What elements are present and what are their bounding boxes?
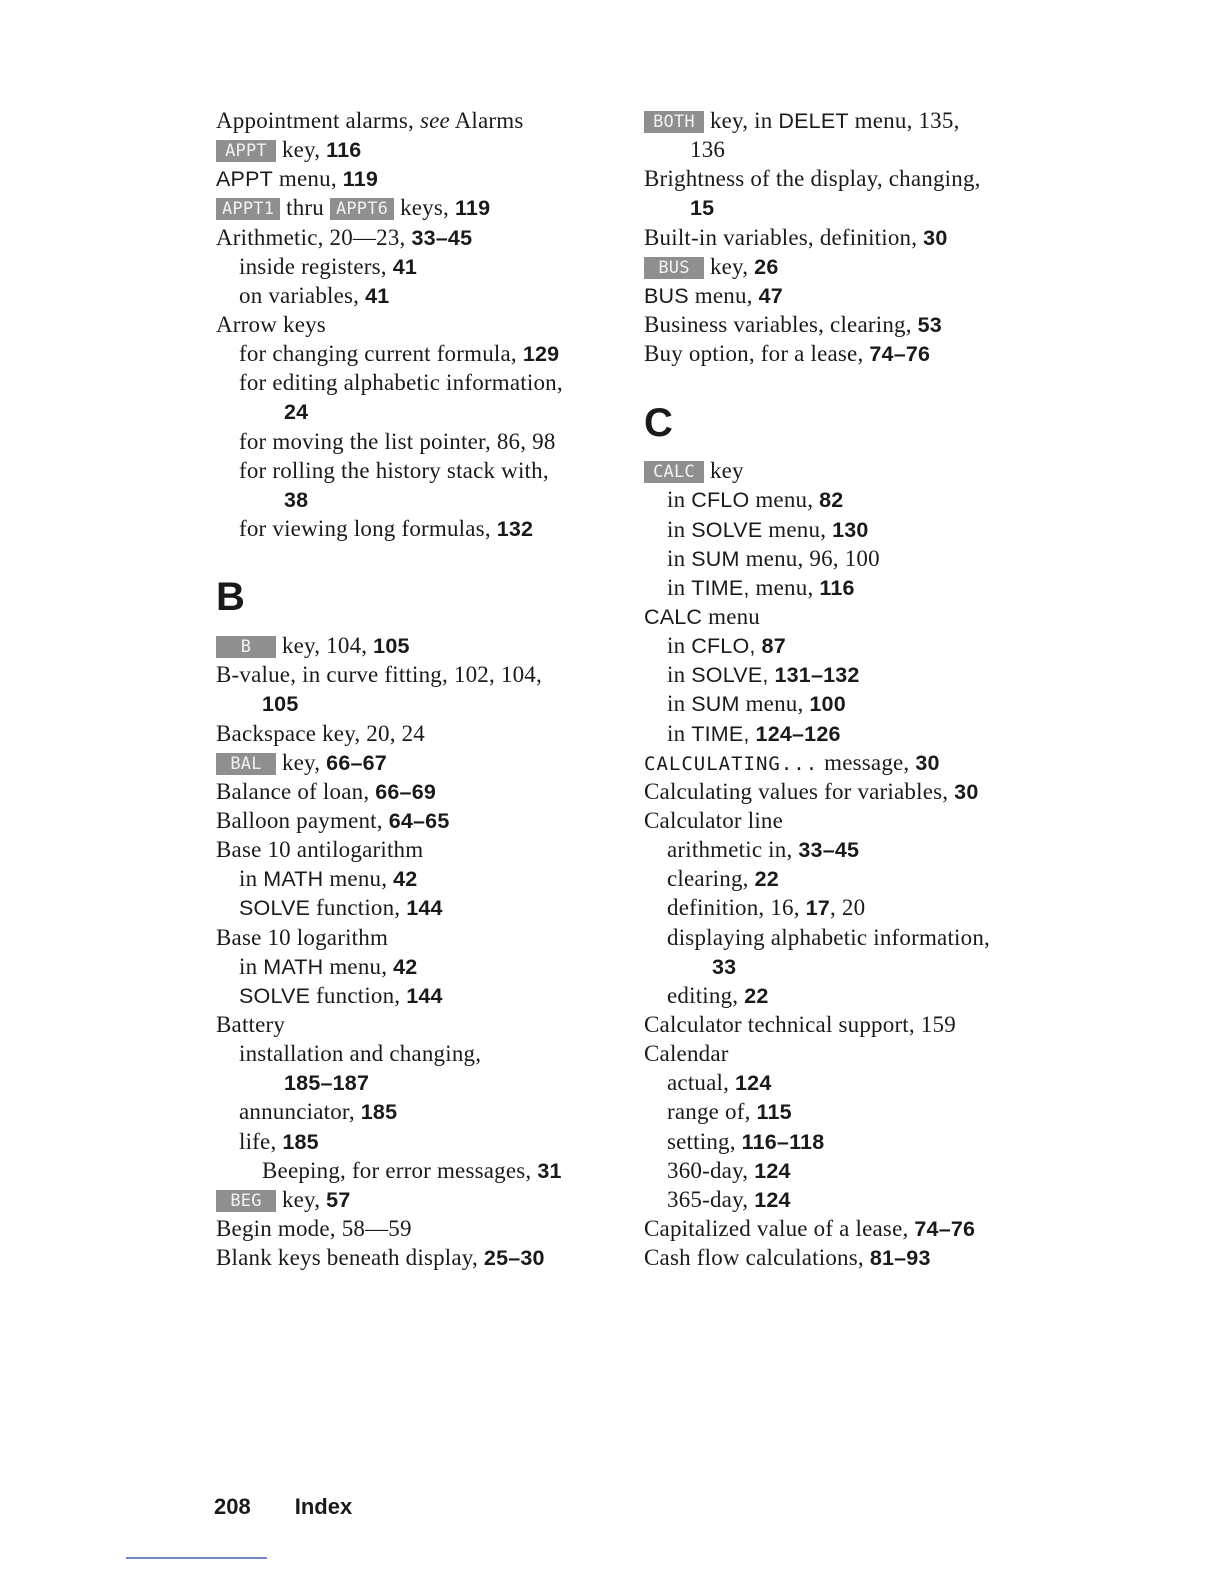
index-entry — [216, 310, 626, 339]
menu-name: TIME, — [691, 721, 750, 746]
menu-name: MATH — [263, 954, 324, 979]
primary-page-ref: 144 — [406, 983, 443, 1008]
entry-text: Backspace key, 20, 24 — [216, 720, 425, 746]
primary-page-ref: 119 — [342, 167, 379, 192]
entry-text: in — [667, 662, 692, 688]
index-entry — [216, 106, 626, 135]
section-heading-b: B — [216, 575, 245, 620]
entry-text: for rolling the history stack with, — [239, 457, 549, 483]
primary-page-ref: 116 — [326, 138, 362, 163]
primary-page-ref: 47 — [758, 283, 783, 308]
primary-page-ref: 53 — [917, 312, 942, 337]
index-entry — [644, 1010, 1054, 1039]
entry-text: 365-day, — [667, 1186, 755, 1212]
index-subentry — [644, 485, 1054, 514]
index-entry — [644, 252, 1054, 281]
primary-page-ref: 185 — [282, 1129, 319, 1154]
menu-name: SUM — [691, 692, 740, 717]
entry-text: Base 10 logarithm — [216, 924, 389, 950]
index-subentry — [216, 981, 626, 1010]
entry-text: life, — [239, 1128, 283, 1154]
entry-text: key, — [276, 1186, 327, 1212]
entry-text: key, 104, — [276, 633, 374, 659]
index-subentry — [644, 981, 1054, 1010]
index-subentry — [644, 631, 1054, 660]
menu-name: CFLO, — [691, 634, 756, 659]
index-subentry — [644, 1185, 1054, 1214]
index-continuation — [216, 397, 626, 426]
index-entry — [216, 835, 626, 864]
entry-text: Buy option, for a lease, — [644, 341, 870, 367]
index-entry — [644, 310, 1054, 339]
primary-page-ref: 42 — [393, 867, 418, 892]
index-subentry — [216, 514, 626, 543]
index-subentry — [216, 368, 626, 397]
index-entry — [216, 719, 626, 748]
entry-text: in — [667, 545, 692, 571]
entry-text: menu, — [688, 282, 759, 308]
primary-page-ref: 42 — [393, 954, 418, 979]
index-subentry — [644, 893, 1054, 922]
primary-page-ref: 31 — [537, 1158, 562, 1183]
entry-text: key, in — [704, 108, 779, 133]
entry-text: Alarms — [449, 108, 524, 133]
primary-page-ref: 22 — [744, 983, 769, 1008]
index-entry — [216, 164, 626, 193]
index-subentry — [644, 544, 1054, 573]
footer-rule — [126, 1557, 267, 1559]
primary-page-ref: 129 — [522, 342, 560, 367]
primary-page-ref: 74–76 — [914, 1216, 976, 1241]
primary-page-ref: 64–65 — [388, 808, 450, 833]
index-continuation — [216, 689, 626, 718]
display-message: CALCULATING... — [644, 752, 819, 775]
entry-text: for changing current formula, — [239, 341, 523, 367]
menu-key-label: BEG — [216, 1190, 276, 1212]
primary-page-ref: 33–45 — [411, 225, 473, 250]
entry-text: menu, — [739, 691, 810, 717]
entry-text: range of, — [667, 1099, 757, 1125]
index-subentry — [216, 864, 626, 893]
entry-text: keys, — [394, 195, 455, 221]
entry-text: message, — [818, 749, 916, 775]
entry-text: 360-day, — [667, 1157, 755, 1183]
menu-key-label: B — [216, 636, 276, 658]
index-subentry — [644, 1127, 1054, 1156]
index-entry — [216, 1185, 626, 1214]
primary-page-ref: 131–132 — [774, 663, 860, 688]
primary-page-ref: 24 — [284, 400, 309, 425]
primary-page-ref: 119 — [454, 196, 491, 221]
entry-text: 136 — [690, 137, 726, 163]
menu-name: DELET — [778, 109, 849, 133]
index-entry — [644, 164, 1054, 193]
primary-page-ref: 116 — [819, 575, 855, 600]
index-subentry — [216, 281, 626, 310]
entry-text: Calculating values for variables, — [644, 778, 955, 804]
entry-text: installation and changing, — [239, 1041, 482, 1067]
entry-text: in — [239, 866, 264, 892]
entry-text: in — [667, 574, 692, 600]
entry-text: function, — [310, 895, 407, 921]
entry-text: key, — [704, 253, 755, 279]
index-entry — [216, 660, 626, 689]
index-subentry — [644, 1097, 1054, 1126]
menu-key-label: APPT1 — [216, 198, 280, 220]
primary-page-ref: 33–45 — [798, 838, 860, 863]
index-subentry — [644, 719, 1054, 748]
entry-text: setting, — [667, 1128, 742, 1154]
section-heading-c: C — [644, 401, 673, 446]
index-subentry — [216, 456, 626, 485]
primary-page-ref: 132 — [496, 516, 534, 541]
primary-page-ref: 38 — [284, 487, 309, 512]
index-entry — [216, 748, 626, 777]
primary-page-ref: 30 — [954, 779, 979, 804]
entry-text: Appointment alarms, — [216, 108, 420, 133]
entry-text: menu, — [749, 487, 820, 513]
primary-page-ref: 81–93 — [869, 1246, 931, 1271]
index-continuation — [216, 1068, 626, 1097]
entry-text: editing, — [667, 982, 745, 1008]
index-entry — [644, 456, 1054, 485]
menu-key-label: CALC — [644, 461, 704, 483]
index-subentry — [216, 252, 626, 281]
entry-text: for viewing long formulas, — [239, 515, 497, 541]
primary-page-ref: 41 — [392, 254, 418, 279]
index-entry — [216, 193, 626, 222]
entry-text: on variables, — [239, 282, 366, 308]
primary-page-ref: 100 — [809, 692, 846, 717]
primary-page-ref: 25–30 — [483, 1246, 545, 1271]
primary-page-ref: 57 — [326, 1187, 351, 1212]
index-entry — [644, 106, 1054, 135]
index-entry — [644, 777, 1054, 806]
entry-text: menu, 135, — [848, 108, 960, 133]
index-column-left — [216, 106, 626, 1272]
entry-text: Base 10 antilogarithm — [216, 837, 424, 863]
index-subentry — [216, 1097, 626, 1126]
index-entry — [644, 748, 1054, 777]
primary-page-ref: 130 — [832, 517, 869, 542]
primary-page-ref: 105 — [373, 634, 410, 659]
index-entry — [644, 806, 1054, 835]
index-subentry — [644, 923, 1054, 952]
index-continuation — [644, 193, 1054, 222]
index-subentry — [644, 660, 1054, 689]
section-title: Index — [294, 1494, 353, 1519]
entry-text: menu, — [323, 866, 394, 892]
entry-text: Business variables, clearing, — [644, 311, 918, 337]
primary-page-ref: 66–67 — [326, 750, 387, 775]
menu-name: CALC — [644, 604, 703, 629]
primary-page-ref: 82 — [819, 488, 844, 513]
index-subentry — [216, 952, 626, 981]
entry-text: B-value, in curve fitting, 102, 104, — [216, 662, 542, 688]
menu-name: SOLVE — [239, 896, 311, 921]
index-continuation — [644, 952, 1054, 981]
entry-text: Battery — [216, 1011, 286, 1037]
index-subentry — [216, 339, 626, 368]
primary-page-ref: 74–76 — [869, 342, 931, 367]
index-subentry — [644, 689, 1054, 718]
entry-text: Beeping, for error messages, — [262, 1157, 538, 1183]
primary-page-ref: 124 — [754, 1187, 791, 1212]
index-entry — [216, 135, 626, 164]
primary-page-ref: 41 — [365, 283, 390, 308]
entry-text: Brightness of the display, changing, — [644, 166, 981, 192]
entry-text: Cash flow calculations, — [644, 1245, 870, 1271]
menu-name: SOLVE, — [691, 663, 769, 688]
entry-text: Arrow keys — [216, 311, 326, 337]
index-subentry — [644, 515, 1054, 544]
entry-text: thru — [280, 195, 330, 221]
primary-page-ref: 116–118 — [741, 1129, 825, 1154]
menu-name: SOLVE — [239, 983, 311, 1008]
primary-page-ref: 22 — [754, 867, 779, 892]
index-column-right — [644, 106, 1054, 1272]
entry-text: for editing alphabetic information, — [239, 370, 563, 396]
entry-text: menu, — [272, 166, 343, 192]
primary-page-ref: 66–69 — [375, 779, 437, 804]
entry-text: Calculator line — [644, 807, 784, 833]
index-entry — [216, 1156, 626, 1185]
primary-page-ref: 185 — [360, 1100, 398, 1125]
index-entry — [216, 223, 626, 252]
entry-text: inside registers, — [239, 253, 393, 279]
entry-text: Blank keys beneath display, — [216, 1245, 484, 1271]
index-entry — [644, 223, 1054, 252]
menu-key-label: APPT — [216, 140, 276, 162]
menu-name: MATH — [263, 867, 324, 892]
entry-text: key — [704, 458, 744, 484]
entry-text: for moving the list pointer, 86, 98 — [239, 428, 556, 454]
entry-text: menu, — [323, 953, 394, 979]
entry-text: in — [667, 633, 692, 659]
menu-key-label: APPT6 — [330, 198, 394, 220]
page-number: 208 — [214, 1494, 251, 1519]
index-entry — [644, 281, 1054, 310]
index-entry — [644, 1243, 1054, 1272]
entry-text: Balloon payment, — [216, 807, 389, 833]
index-entry — [216, 1214, 626, 1243]
menu-name: CFLO — [691, 488, 750, 513]
menu-name: SOLVE — [691, 517, 763, 542]
entry-text: displaying alphabetic information, — [667, 924, 990, 950]
index-subentry — [216, 427, 626, 456]
primary-page-ref: 87 — [761, 634, 786, 659]
index-continuation — [644, 135, 1054, 164]
index-subentry — [644, 835, 1054, 864]
primary-page-ref: 105 — [262, 692, 299, 717]
page-footer — [214, 1494, 352, 1520]
menu-name: BUS — [644, 283, 689, 308]
entry-text: key, — [276, 749, 327, 775]
primary-page-ref: 124 — [754, 1158, 791, 1183]
entry-text: in — [239, 953, 264, 979]
index-entry — [216, 777, 626, 806]
index-entry — [216, 806, 626, 835]
entry-text: Calculator technical support, 159 — [644, 1011, 956, 1037]
primary-page-ref: 124 — [735, 1071, 772, 1096]
entry-see-ref: see — [419, 108, 450, 133]
primary-page-ref: 15 — [690, 196, 715, 221]
entry-text: menu, — [762, 516, 833, 542]
section-gap — [644, 368, 1054, 398]
entry-text: key, — [276, 137, 327, 163]
entry-text: menu, — [749, 574, 820, 600]
entry-text: clearing, — [667, 866, 755, 892]
entry-text: in — [667, 516, 692, 542]
entry-text: annunciator, — [239, 1099, 361, 1125]
index-subentry — [216, 1039, 626, 1068]
entry-text: Arithmetic, 20—23, — [216, 224, 412, 250]
menu-key-label: BUS — [644, 257, 704, 279]
entry-text: menu, 96, 100 — [739, 545, 880, 571]
index-entry — [216, 1010, 626, 1039]
menu-name: APPT — [216, 167, 273, 192]
entry-text: Begin mode, 58—59 — [216, 1215, 412, 1241]
entry-text: actual, — [667, 1070, 736, 1096]
primary-page-ref: 26 — [754, 254, 779, 279]
index-subentry — [216, 893, 626, 922]
primary-page-ref: 17 — [805, 896, 830, 921]
index-continuation — [216, 485, 626, 514]
primary-page-ref: 33 — [712, 954, 737, 979]
entry-text: in — [667, 487, 692, 513]
entry-text: definition, 16, — [667, 895, 806, 921]
index-entry — [644, 339, 1054, 368]
primary-page-ref: 115 — [756, 1100, 792, 1125]
primary-page-ref: 144 — [406, 896, 443, 921]
primary-page-ref: 185–187 — [284, 1071, 370, 1096]
entry-text: Balance of loan, — [216, 778, 376, 804]
entry-text: function, — [310, 982, 407, 1008]
menu-key-label: BAL — [216, 753, 276, 775]
menu-name: TIME, — [691, 575, 750, 600]
index-subentry — [644, 1156, 1054, 1185]
index-entry — [644, 602, 1054, 631]
index-subentry — [644, 1068, 1054, 1097]
menu-name: SUM — [691, 546, 740, 571]
index-entry — [644, 1214, 1054, 1243]
index-entry — [216, 923, 626, 952]
index-entry — [216, 1243, 626, 1272]
entry-text: arithmetic in, — [667, 837, 799, 863]
entry-text: in — [667, 720, 692, 746]
entry-text: Capitalized value of a lease, — [644, 1215, 915, 1241]
entry-text: Calendar — [644, 1041, 729, 1067]
entry-text: , 20 — [829, 895, 866, 921]
entry-text: menu — [702, 603, 761, 629]
index-entry — [644, 1039, 1054, 1068]
primary-page-ref: 30 — [915, 750, 940, 775]
primary-page-ref: 30 — [923, 225, 948, 250]
primary-page-ref: 124–126 — [755, 721, 841, 746]
index-subentry — [216, 1127, 626, 1156]
index-subentry — [644, 573, 1054, 602]
menu-key-label: BOTH — [644, 111, 704, 133]
index-subentry — [644, 864, 1054, 893]
entry-text: in — [667, 691, 692, 717]
index-entry — [216, 631, 626, 660]
entry-text: Built-in variables, definition, — [644, 224, 924, 250]
